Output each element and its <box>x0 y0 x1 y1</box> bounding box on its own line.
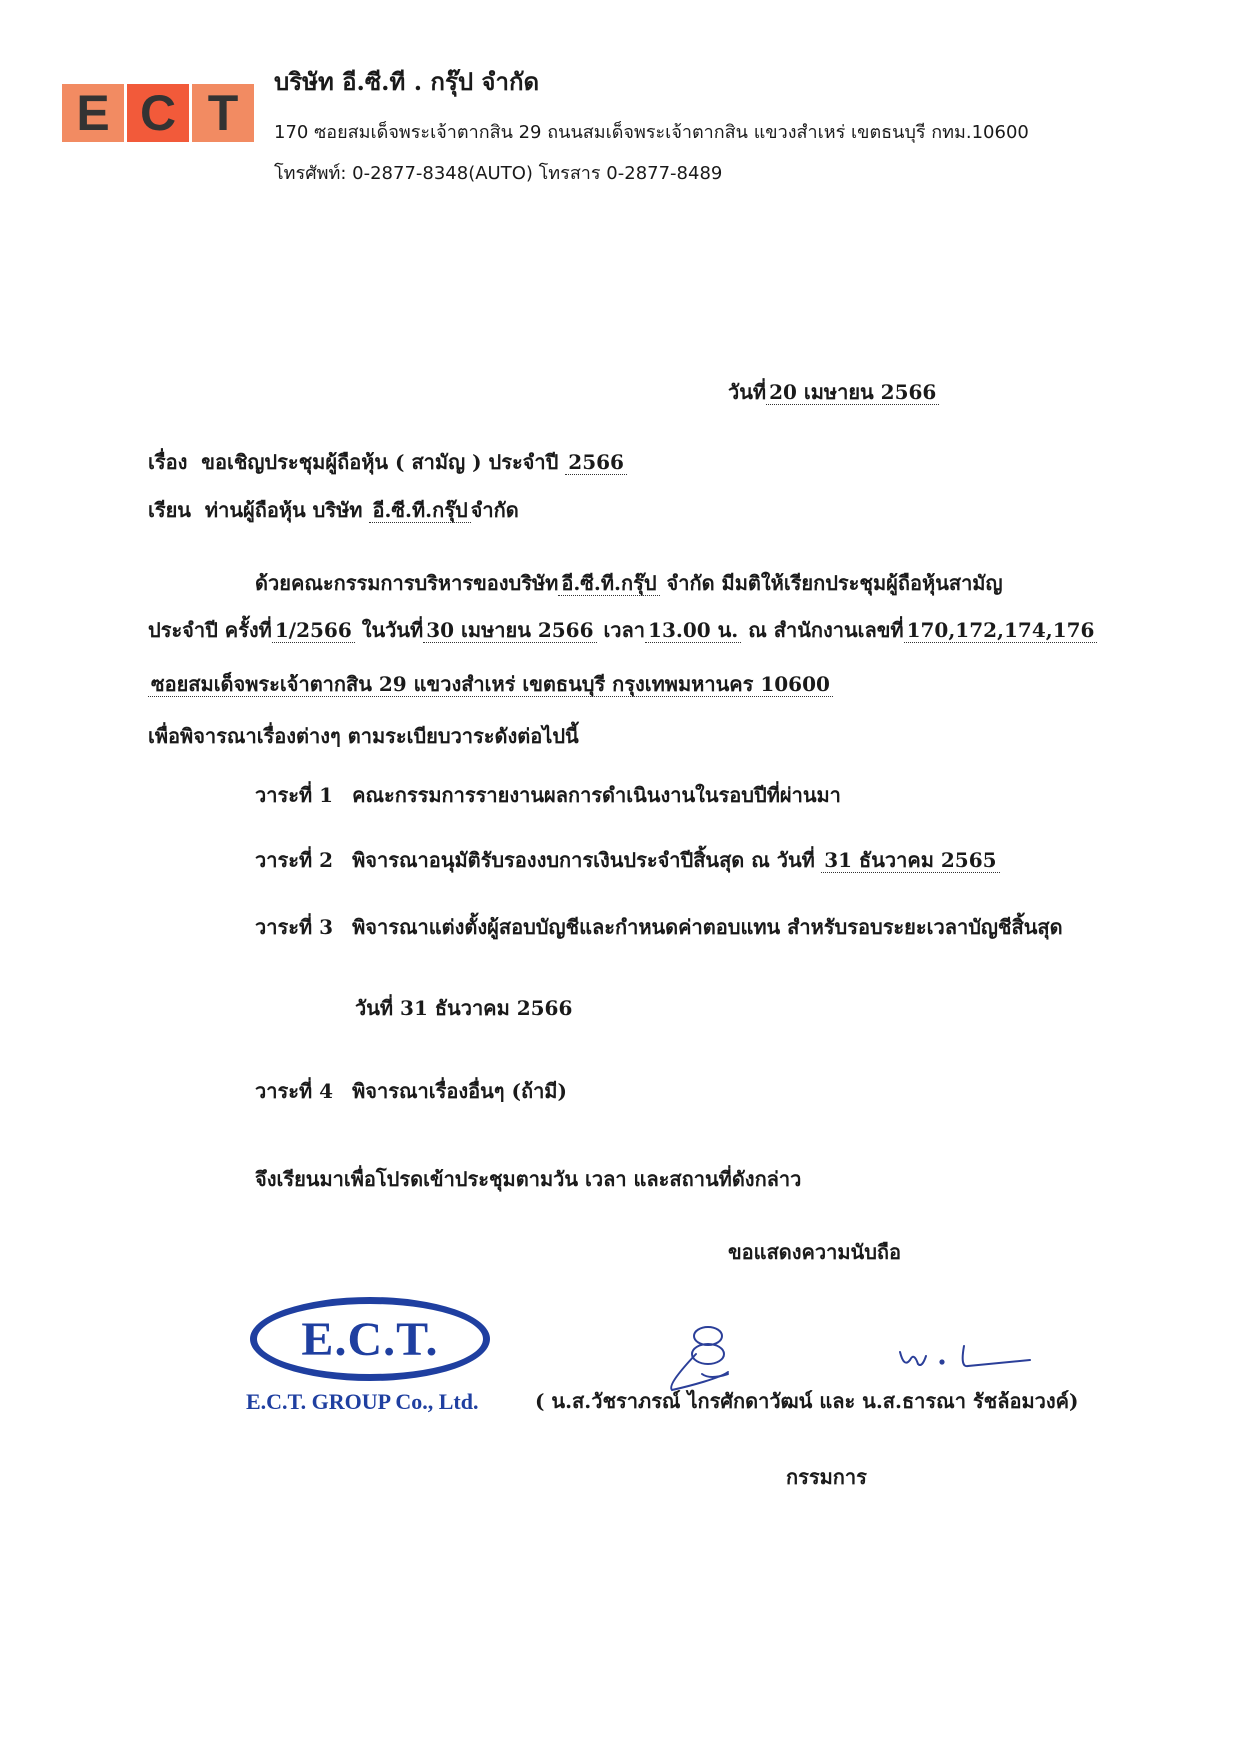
recipient-label: เรียน <box>148 498 191 522</box>
agenda-label: วาระที่ 3 <box>255 915 334 939</box>
company-stamp <box>250 1297 490 1381</box>
date-label: วันที่ <box>728 380 767 404</box>
agenda-label: วาระที่ 4 <box>255 1079 334 1103</box>
meeting-date: 30 เมษายน 2566 <box>423 618 596 643</box>
agenda-label: วาระที่ 1 <box>255 783 334 807</box>
signature-stroke <box>702 1374 728 1377</box>
subject-text: ขอเชิญประชุมผู้ถือหุ้น ( สามัญ ) ประจำปี <box>201 450 559 474</box>
recipient-text: ท่านผู้ถือหุ้น บริษัท <box>204 498 363 522</box>
agenda-item-1 <box>255 779 841 811</box>
company-name: บริษัท อี.ซี.ที . กรุ๊ป จำกัด <box>274 67 540 96</box>
signature-stroke <box>900 1352 926 1365</box>
letter-date <box>728 376 939 408</box>
body-text: ประจำปี ครั้งที่ <box>148 618 272 642</box>
logo-letter-t: T <box>192 84 254 142</box>
body-line-3 <box>148 668 833 700</box>
meeting-time: 13.00 น. <box>645 618 741 643</box>
stamp-text: E.C.T. <box>301 1312 439 1366</box>
agenda-item-3 <box>255 911 1063 943</box>
body-company: อี.ซี.ที.กรุ๊ป <box>558 571 659 596</box>
agenda-item-4 <box>255 1075 567 1107</box>
subject-line <box>148 446 627 478</box>
signature-stroke <box>694 1327 722 1345</box>
closing-text: จึงเรียนมาเพื่อโปรดเข้าประชุมตามวัน เวลา และสถานที่ดังกล่าว <box>255 1167 802 1191</box>
recipient-line <box>148 494 519 526</box>
body-line-4: เพื่อพิจารณาเรื่องต่างๆ ตามระเบียบวาระดังต่อไปนี้ <box>148 724 579 748</box>
agenda-date: 31 ธันวาคม 2565 <box>821 848 999 873</box>
company-address: 170 ซอยสมเด็จพระเจ้าตากสิน 29 ถนนสมเด็จพระเจ้าตากสิน แขวงสำเหร่ เขตธนบุรี กทม.10600 <box>274 122 1029 143</box>
regards-text: ขอแสดงความนับถือ <box>728 1240 902 1264</box>
recipient-company: อี.ซี.ที.กรุ๊ป <box>369 498 470 523</box>
signature-stroke <box>940 1360 943 1363</box>
body-text: ณ สำนักงานเลขที่ <box>748 618 904 642</box>
body-line-2 <box>148 614 1097 646</box>
logo-letter-e: E <box>62 84 124 142</box>
meeting-number: 1/2566 <box>272 618 355 643</box>
agenda-item-2 <box>255 844 1000 876</box>
signatures-image <box>650 1316 1050 1396</box>
stamp-caption: E.C.T. GROUP Co., Ltd. <box>246 1389 479 1414</box>
signatory-names: ( น.ส.วัชราภรณ์ ไกรศักดาวัฒน์ และ น.ส.ธารณา รัชล้อมวงค์) <box>535 1389 1079 1413</box>
agenda-label: วาระที่ 2 <box>255 848 334 872</box>
body-text: จำกัด มีมติให้เรียกประชุมผู้ถือหุ้นสามัญ <box>666 571 1003 595</box>
logo-letter-c: C <box>127 84 189 142</box>
agenda-text: พิจารณาเรื่องอื่นๆ (ถ้ามี) <box>352 1079 567 1103</box>
body-text: ด้วยคณะกรรมการบริหารของบริษัท <box>255 571 559 595</box>
body-line-1 <box>255 567 1003 599</box>
signatory-title: กรรมการ <box>786 1465 867 1489</box>
subject-label: เรื่อง <box>148 450 188 474</box>
subject-year: 2566 <box>565 450 627 475</box>
recipient-suffix: จำกัด <box>470 498 519 522</box>
agenda-text: พิจารณาอนุมัติรับรองงบการเงินประจำปีสิ้นสุด ณ วันที่ <box>352 848 815 872</box>
date-value: 20 เมษายน 2566 <box>766 380 939 405</box>
company-logo <box>62 84 254 142</box>
signature-stroke <box>963 1346 1030 1366</box>
agenda-text: คณะกรรมการรายงานผลการดำเนินงานในรอบปีที่ผ่านมา <box>352 783 841 807</box>
company-phone: โทรศัพท์: 0-2877-8348(AUTO) โทรสาร 0-2877-8489 <box>274 163 723 184</box>
meeting-address-number: 170,172,174,176 <box>904 618 1098 643</box>
agenda-item-3-continuation: วันที่ 31 ธันวาคม 2566 <box>355 996 573 1020</box>
body-text: เวลา <box>603 618 646 642</box>
body-text: ในวันที่ <box>361 618 424 642</box>
meeting-address: ซอยสมเด็จพระเจ้าตากสิน 29 แขวงสำเหร่ เขตธนบุรี กรุงเทพมหานคร 10600 <box>148 672 833 697</box>
agenda-text: พิจารณาแต่งตั้งผู้สอบบัญชีและกำหนดค่าตอบแทน สำหรับรอบระยะเวลาบัญชีสิ้นสุด <box>352 915 1063 939</box>
